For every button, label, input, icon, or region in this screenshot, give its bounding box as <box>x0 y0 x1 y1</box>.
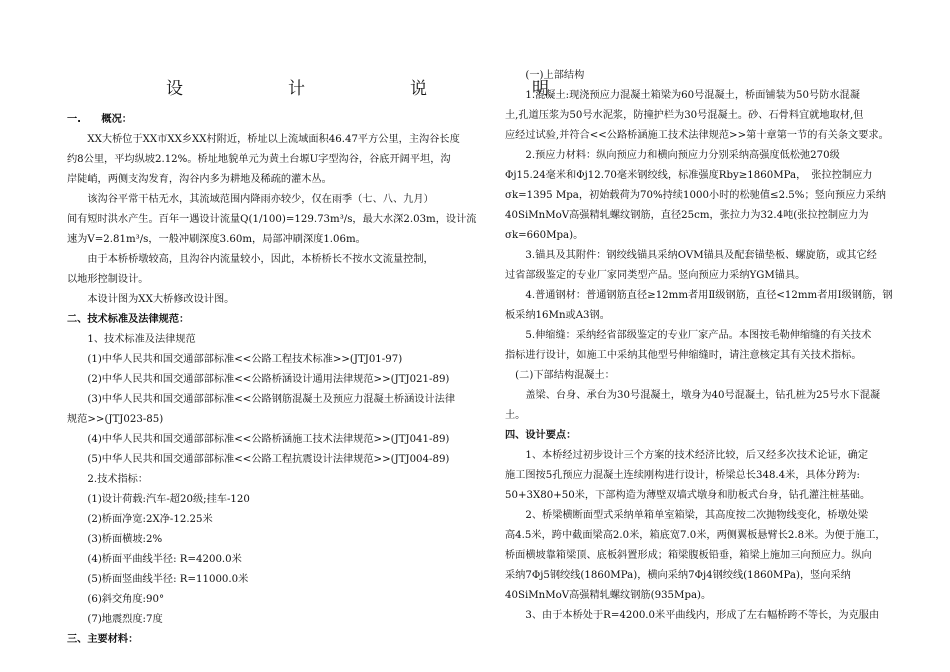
paragraph-line: 40SiMnMoV高强精轧螺纹钢筋(935Mpa)。 <box>505 590 712 601</box>
document-title: 设 计 说 明 <box>166 79 593 99</box>
paragraph-line: 2.技术指标： <box>67 474 149 485</box>
section-heading: 四、设计要点： <box>505 430 577 441</box>
paragraph-line: 指标进行设计，如施工中采纳其他型号伸缩缝时，请注意核定其有关技术指标。 <box>505 350 862 361</box>
paragraph-line: (2)中华人民共和国交通部部标准<<公路桥涵设计通用法律规范>>(JTJ021-89) <box>67 374 450 385</box>
paragraph-line: 该沟谷平常干枯无水，其流域范围内降雨亦较少，仅在雨季（七、八、九月） <box>67 194 434 205</box>
paragraph-line: 2.预应力材料：纵向预应力和横向预应力分别采纳高强度低松弛270级 <box>505 150 840 161</box>
paragraph-line: (5)中华人民共和国交通部部标准<<公路工程抗震设计法律规范>>(JTJ004-89) <box>67 454 450 465</box>
paragraph-line: 1、技术标准及法律规范 <box>67 334 196 345</box>
paragraph-line: (一)上部结构 <box>505 70 585 81</box>
paragraph-line: 40SiMnMoV高强精轧螺纹钢筋，直径25cm，张拉力为32.4吨(张拉控制应力为 <box>505 210 869 221</box>
paragraph-line: 5.伸缩缝：采纳经省部级鉴定的专业厂家产品。本图按毛勒伸缩缝的有关技术 <box>505 330 872 341</box>
paragraph-line: 1、本桥经过初步设计三个方案的技术经济比较，后又经多次技术论证，确定 <box>505 450 869 461</box>
paragraph-line: (1)设计荷载:汽车-超20级;挂车-120 <box>67 494 250 505</box>
paragraph-line: 50+3X80+50米，下部构造为薄壁双墙式墩身和肋板式台身，钻孔灌注桩基础。 <box>505 490 871 501</box>
paragraph-line: σk=1395 Mpa，初始载荷为70%持续1000小时的松驰值≤2.5%；竖向预应力采纳 <box>505 190 886 201</box>
paragraph-line: 2、桥梁横断面型式采纳单箱单室箱梁，其高度按二次抛物线变化，桥墩处梁 <box>505 510 869 521</box>
paragraph-line: 间有短时洪水产生。百年一遇设计流量Q(1/100)=129.73m³/s，最大水深2.03m，设计流 <box>67 214 477 225</box>
left-column <box>67 110 477 650</box>
paragraph-line: XX大桥位于XX市XX乡XX村附近，桥址以上流域面积46.47平方公里，主沟谷长度 <box>67 134 460 145</box>
paragraph-line: 板采纳16Mn或A3钢。 <box>505 310 610 321</box>
paragraph-line: (5)桥面竖曲线半径: R=11000.0米 <box>67 574 249 585</box>
paragraph-line: (3)桥面横坡:2% <box>67 534 163 545</box>
section-heading: 一. 概况： <box>67 114 132 125</box>
paragraph-line: (7)地震烈度:7度 <box>67 614 163 625</box>
section-heading: 二、技术标准及法律规范： <box>67 314 190 325</box>
paragraph-line: (二)下部结构混凝土： <box>505 370 615 381</box>
paragraph-line: Φj15.24毫米和Φj12.70毫米钢绞线，标准强度Rby≥1860MPa， 张拉控制应力 <box>505 170 873 181</box>
paragraph-line: 3.锚具及其附件：钢绞线锚具采纳OVM锚具及配套锚垫板、螺旋筋，或其它经 <box>505 250 877 261</box>
paragraph-line: 土,孔道压浆为50号水泥浆，防撞护栏为30号混凝土。砂、石骨料宜就地取材,但 <box>505 110 864 121</box>
paragraph-line: (4)中华人民共和国交通部部标准<<公路桥涵施工技术法律规范>>(JTJ041-89) <box>67 434 450 445</box>
paragraph-line: (4)桥面平曲线半径: R=4200.0米 <box>67 554 242 565</box>
paragraph-line: 以地形控制设计。 <box>67 274 149 285</box>
paragraph-line: 施工图按5孔预应力混凝土连续刚构进行设计，桥梁总长348.4米，具体分跨为: <box>505 470 860 481</box>
paragraph-line: 4.普通钢材：普通钢筋直径≥12mm者用Ⅱ级钢筋，直径<12mm者用Ⅰ级钢筋，钢 <box>505 290 893 301</box>
paragraph-line: 盖梁、台身、承台为30号混凝土，墩身为40号混凝土，钻孔桩为25号水下混凝 <box>505 390 881 401</box>
paragraph-line: 本设计图为XX大桥修改设计图。 <box>67 294 235 305</box>
section-heading: 三、主要材料： <box>67 634 139 645</box>
paragraph-line: (3)中华人民共和国交通部部标准<<公路钢筋混凝土及预应力混凝土桥涵设计法律 <box>67 394 456 405</box>
paragraph-line: 3、由于本桥处于R=4200.0米平曲线内，形成了左右幅桥跨不等长，为克服由 <box>505 610 880 621</box>
paragraph-line: 约8公里，平均纵坡2.12%。桥址地貌单元为黄土台塬U字型沟谷，谷底开阔平坦，沟 <box>67 154 451 165</box>
paragraph-line: 速为V=2.81m³/s，一般冲刷深度3.60m，局部冲刷深度1.06m。 <box>67 234 366 245</box>
paragraph-line: 由于本桥桥墩较高，且沟谷内流量较小，因此，本桥桥长不按水文流量控制， <box>67 254 434 265</box>
right-column <box>505 66 918 626</box>
paragraph-line: 过省部级鉴定的专业厂家同类型产品。竖向预应力采纳YGM锚具。 <box>505 270 806 281</box>
paragraph-line: 土。 <box>505 410 526 421</box>
paragraph-line: σk=660Mpa)。 <box>505 230 584 241</box>
paragraph-line: 岸陡峭，两侧支沟发育，沟谷内多为耕地及稀疏的灌木丛。 <box>67 174 332 185</box>
paragraph-line: 高4.5米，跨中截面梁高2.0米，箱底宽7.0米，两侧翼板悬臂长2.8米。为便于施工， <box>505 530 886 541</box>
paragraph-line: 规范>>(JTJ023-85) <box>67 414 164 425</box>
paragraph-line: (1)中华人民共和国交通部部标准<<公路工程技术标准>>(JTJ01-97) <box>67 354 403 365</box>
paragraph-line: 采纳7Φj5钢绞线(1860MPa)，横向采纳7Φj4钢绞线(1860MPa)，竖向采纳 <box>505 570 851 581</box>
paragraph-line: 桥面横坡靠箱梁顶、底板斜置形成；箱梁腹板铅垂，箱梁上施加三向预应力。纵向 <box>505 550 872 561</box>
paragraph-line: (6)斜交角度:90° <box>67 594 165 605</box>
paragraph-line: 1.混凝土:现浇预应力混凝土箱梁为60号混凝土，桥面铺装为50号防水混凝 <box>505 90 860 101</box>
paragraph-line: 应经过试验,并符合<<公路桥涵施工技术法律规范>>第十章第一节的有关条文要求。 <box>505 130 889 141</box>
paragraph-line: (2)桥面净宽:2X净-12.25米 <box>67 514 213 525</box>
